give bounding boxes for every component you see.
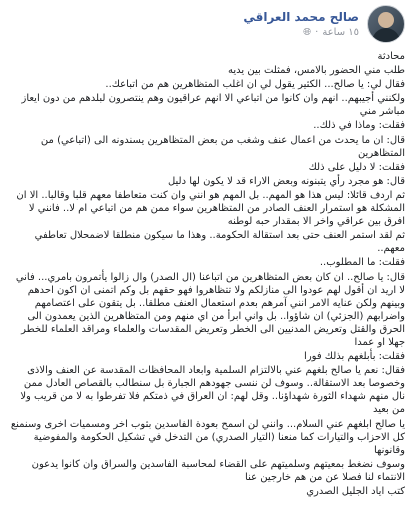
author-avatar[interactable]	[367, 5, 405, 43]
post-paragraph: فقلت: لا دليل على ذلك	[308, 161, 405, 173]
post-meta	[243, 10, 359, 38]
post-paragraph: فقال: نعم يا صالح بلغهم عني بالالتزام السلمية وابعاد المحافظات المقدسة عن العنف والاذى وخصوصا بعد الاستقالة.. وسوف لن ننسى جهودهم الجبارة بل سنطالب بالقصاص العادل ممن نال منهم شهداء الثورة شهداؤنا.. وقل لهم: ان العراق في ذمتكم فلا تفرطوا به لا من قريب ولا من بعيد	[17, 365, 405, 416]
post-paragraph: فقال لي: يا صالح... الكثير يقول لي ان اغلب المتظاهرين هم من اتباعك..	[105, 79, 405, 91]
post-paragraph: ولكنني أجيبهم.. انهم وان كانوا من اتباعي الا انهم عراقيون وهم ينتصرون لبلدهم من دون ايعاز مباشر مني	[18, 93, 405, 118]
post-paragraph: محادثة	[377, 51, 405, 62]
author-name[interactable]: صالح محمد العراقي	[243, 10, 359, 24]
post-paragraph: قال: ان ما يحدث من اعمال عنف وشغب من بعض المتظاهرين يسندونه الى (اتباعي) من المتظاهرين	[37, 134, 405, 159]
post-paragraph: طلب مني الحضور بالامس، فمثلت بين يديه	[228, 65, 405, 77]
post-paragraph: ثم اردف قائلا: ليس هذا هو المهم.. بل المهم هو انني وان كنت متعاطفا معهم قلبا وقالبا.. الا ان المشكلة هو استمرار العنف الصادر من المتظاهرين سواء ممن هم من اتباعي ام لا.. فانني لا افرق بين عراقي واخر الا بمقدار حبه لوطنه	[13, 189, 405, 228]
post-paragraph: ثم لقد استمر العنف حتى بعد استقالة الحكومة.. وهذا ما سيكون منطلقا لاضمحلال تعاطفي معهم..	[31, 230, 405, 255]
post-paragraph: قال: هو مجرد رأي يتبنونه وبعض الاراء قد لا يكون لها دليل	[167, 175, 405, 187]
post-timestamp[interactable]: ١٥ ساعة	[322, 27, 359, 38]
post-time-row	[243, 27, 359, 38]
post-paragraph: كتب اياد الجليل الصدري	[306, 486, 405, 497]
post-paragraph: فقلت: ما المطلوب..	[319, 257, 405, 269]
post-paragraph: فقلت: وماذا في ذلك..	[313, 120, 405, 132]
post-paragraph: وسوف نضغط بمعيتهم وسلميتهم على القضاء لمحاسبة الفاسدين والسراق وان كانوا يدعون الانتماء لنا فصلا عن من هم خارجين عنا	[28, 458, 405, 483]
dot-separator: ·	[315, 27, 319, 38]
post-paragraph: قال: يا صالح.. ان كان بعض المتظاهرين من اتباعنا (ال الصدر) وال زالوا يأتمرون بامري... فاني لا اريد ان أقول لهم عودوا الى منازلكم ولا تتظاهروا فهو حقهم بل وكم اتمنى ان اكون احدهم وبينهم ولكن عنايه الامر انني آمرهم بعدم استعمال العنف مطلقا.. بل يتقون على اعتصامهم واضرابهم (الجزئي) ان شاؤوا.. بل واني ابرأ من اي منهم ومن المتظاهرين الذين يعمدون الى الحرق والقتل وتعريض المدنيين الى الخطر وتعريض المقدسات والعلماء ومراقد العلماء للخطر جهلا او عمدا	[12, 271, 405, 348]
post-header	[0, 0, 413, 48]
post-body	[8, 50, 405, 499]
post-paragraph: يا صالح ابلغهم عني السلام... وانني لن اسمح بعودة الفاسدين بثوب اخر ومسميات اخرى وسنمنع كل الاحزاب والتيارات كما منعنا (التيار الصدري) من التدخل في تشكيل الحكومة والمفوضية وقانونها	[7, 418, 405, 456]
post-paragraph: فقلت: بأبلغهم بذلك فورا	[304, 351, 405, 363]
globe-icon: 🌐︎	[303, 27, 312, 38]
